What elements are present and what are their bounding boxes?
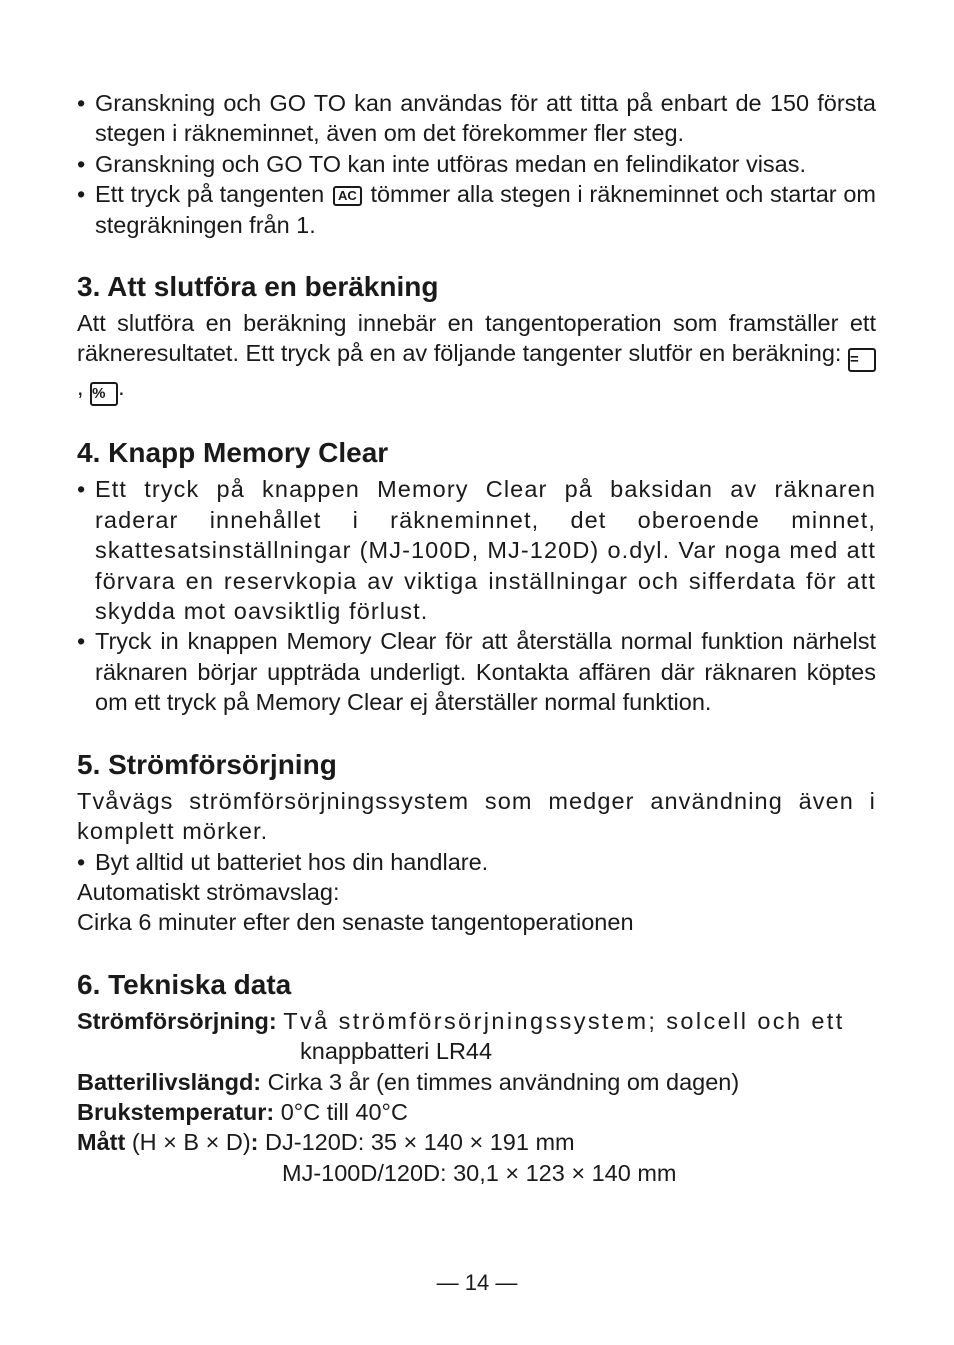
list-item: • Byt alltid ut batteriet hos din handlare. <box>77 847 876 877</box>
section-6 <box>77 968 876 1188</box>
intro-bullet-list <box>77 88 876 240</box>
spec-dimensions: Mått (H × B × D): DJ-120D: 35 × 140 × 191 mm <box>77 1129 575 1156</box>
spec-battery: Batterilivslängd: Cirka 3 år (en timmes användning om dagen) <box>77 1068 740 1095</box>
page-number: — 14 — <box>436 1270 518 1295</box>
section-5 <box>77 748 876 938</box>
equals-key-icon: = <box>848 348 876 372</box>
auto-off-value: Cirka 6 minuter efter den senaste tangentoperationen <box>77 909 634 936</box>
spec-temperature: Brukstemperatur: 0°C till 40°C <box>77 1098 408 1125</box>
section-title: 3. Att slutföra en beräkning <box>77 271 439 303</box>
list-item-text: Ett tryck på tangenten <box>95 181 325 208</box>
section-body: Att slutföra en beräkning innebär en tangentoperation som framställer ett räkneresultatet. Ett tryck på en av följande tangenter slutför en beräkning: =, % . <box>77 308 876 406</box>
manual-page <box>77 88 876 1188</box>
auto-off-label: Automatiskt strömavslag: <box>77 878 340 905</box>
spec-power-cont: knappbatteri LR44 <box>300 1038 493 1065</box>
section-title: 5. Strömförsörjning <box>77 748 337 780</box>
list-item: • Tryck in knappen Memory Clear för att återställa normal funktion närhelst räknaren börjar uppträda underligt. Kontakta affären där räknaren köptes om ett tryck på Memory Clear ej återställer normal funktion. <box>77 626 876 717</box>
spec-power: Strömförsörjning: Två strömförsörjningssystem; solcell och ett <box>77 1007 845 1034</box>
section-bullet-list <box>77 474 876 717</box>
section-4 <box>77 436 876 717</box>
list-item: • Granskning och GO TO kan inte utföras medan en felindikator visas. <box>77 149 876 179</box>
list-item-text: tömmer alla stegen i räkneminnet och startar om stegräkningen från 1. <box>95 181 876 238</box>
ac-key-icon: AC <box>333 186 362 206</box>
list-item: • Granskning och GO TO kan användas för att titta på enbart de 150 första stegen i räkneminnet, även om det förekommer fler steg. <box>77 88 876 149</box>
list-item: • Ett tryck på knappen Memory Clear på baksidan av räknaren raderar innehållet i räkneminnet, det oberoende minnet, skattesatsinställningar (MJ-100D, MJ-120D) o.dyl. Var noga med att förvara en reservkopia av viktiga inställningar och sifferdata för att skydda mot oavsiktlig förlust. <box>77 474 876 626</box>
section-body: Tvåvägs strömförsörjningssystem som medger användning även i komplett mörker. <box>77 787 876 845</box>
section-bullet-list <box>77 847 876 877</box>
list-item <box>77 179 876 240</box>
spec-dimensions-cont: MJ-100D/120D: 30,1 × 123 × 140 mm <box>282 1159 677 1186</box>
percent-key-icon: % <box>90 382 118 406</box>
section-title: 4. Knapp Memory Clear <box>77 437 389 469</box>
section-title: 6. Tekniska data <box>77 968 292 1000</box>
section-3 <box>77 270 876 406</box>
